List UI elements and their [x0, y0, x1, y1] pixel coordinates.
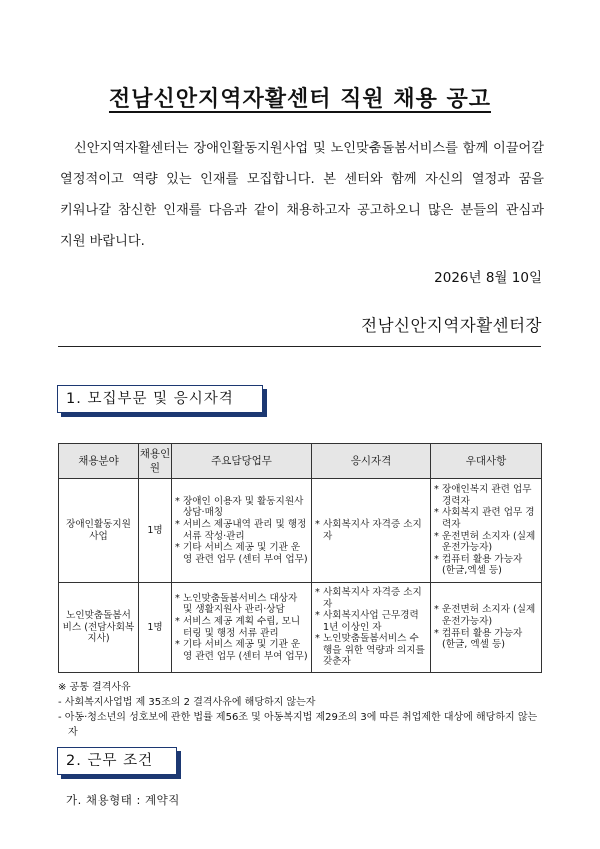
recruitment-table [58, 443, 542, 673]
section-2-header [57, 747, 177, 775]
cell-duties [172, 479, 312, 583]
section-2-title: 2. 근무 조건 [57, 747, 177, 775]
list-item: * 장애인복지 관련 업무 경력자 [434, 484, 538, 507]
header-qualification: 응시자격 [312, 444, 431, 479]
cell-preference [431, 583, 542, 673]
section-1-header [57, 385, 263, 413]
common-disqualification-notes [58, 680, 546, 740]
notice-date: 2026년 8월 10일 [434, 270, 542, 286]
cell-field: 장애인활동지원사업 [59, 479, 139, 583]
list-item: * 사회복지사업 근무경력 1년 이상인 자 [315, 610, 427, 633]
cell-qualification [312, 583, 431, 673]
table-header-row [59, 444, 542, 479]
list-item: * 컴퓨터 활용 가능자 (한글, 엑셀 등) [434, 628, 538, 651]
cell-field: 노인맞춤돌봄서비스 (전담사회복지사) [59, 583, 139, 673]
section-1-title: 1. 모집부문 및 응시자격 [57, 385, 263, 413]
list-item: * 컴퓨터 활용 가능자 (한글,엑셀 등) [434, 554, 538, 577]
list-item: * 사회복지사 자격증 소지자 [315, 519, 427, 542]
note-item: - 사회복지사업법 제 35조의 2 결격사유에 해당하지 않는자 [58, 697, 316, 708]
list-item: * 장애인 이용자 및 활동지원사 상담·매칭 [175, 496, 308, 519]
header-preference: 우대사항 [431, 444, 542, 479]
list-item: * 사회복지사 자격증 소지자 [315, 587, 427, 610]
list-item: * 운전면허 소지자 (실제 운전가능자) [434, 531, 538, 554]
notice-title: 전남신안지역자활센터 직원 채용 공고 [108, 87, 491, 112]
list-item: * 노인맞춤돌봄서비스 대상자 및 생활지원사 관리·상담 [175, 593, 308, 616]
employment-type: 가. 채용형태 : 계약직 [66, 793, 180, 807]
header-count: 채용인원 [139, 444, 172, 479]
list-item: * 운전면허 소지자 (실제 운전가능자) [434, 604, 538, 627]
list-item: * 서비스 제공내역 관리 및 행정 서류 작성·관리 [175, 519, 308, 542]
table-row [59, 583, 542, 673]
notes-heading: ※ 공통 결격사유 [58, 682, 131, 693]
cell-duties [172, 583, 312, 673]
list-item: * 기타 서비스 제공 및 기관 운영 관련 업무 (센터 부여 업무) [175, 542, 308, 565]
table-row [59, 479, 542, 583]
signer: 전남신안지역자활센터장 [361, 316, 542, 335]
intro-paragraph: 신안지역자활센터는 장애인활동지원사업 및 노인맞춤돌봄서비스를 함께 이끌어갈 열정적이고 역량 있는 인재를 모집합니다. 본 센터와 함께 자신의 열정과 꿈을 키워나갈 참신한 인재를 다음과 같이 채용하고자 공고하오니 많은 분들의 관심과 지원 바랍니다. [60, 141, 544, 249]
divider [58, 346, 541, 347]
cell-count: 1명 [139, 583, 172, 673]
list-item: * 사회복지 관련 업무 경력자 [434, 507, 538, 530]
note-item: - 아동·청소년의 성호보에 관한 법률 제56조 및 아동복지법 제29조의 3에 따른 취업제한 대상에 해당하지 않는자 [58, 712, 538, 738]
cell-qualification [312, 479, 431, 583]
list-item: * 노인맞춤돌봄서비스 수행을 위한 역량과 의지를 갖춘자 [315, 633, 427, 668]
list-item: * 서비스 제공 계획 수립, 모니터링 및 행정 서류 관리 [175, 616, 308, 639]
list-item: * 기타 서비스 제공 및 기관 운영 관련 업무 (센터 부여 업무) [175, 639, 308, 662]
header-field: 채용분야 [59, 444, 139, 479]
cell-count: 1명 [139, 479, 172, 583]
header-duties: 주요담당업무 [172, 444, 312, 479]
cell-preference [431, 479, 542, 583]
